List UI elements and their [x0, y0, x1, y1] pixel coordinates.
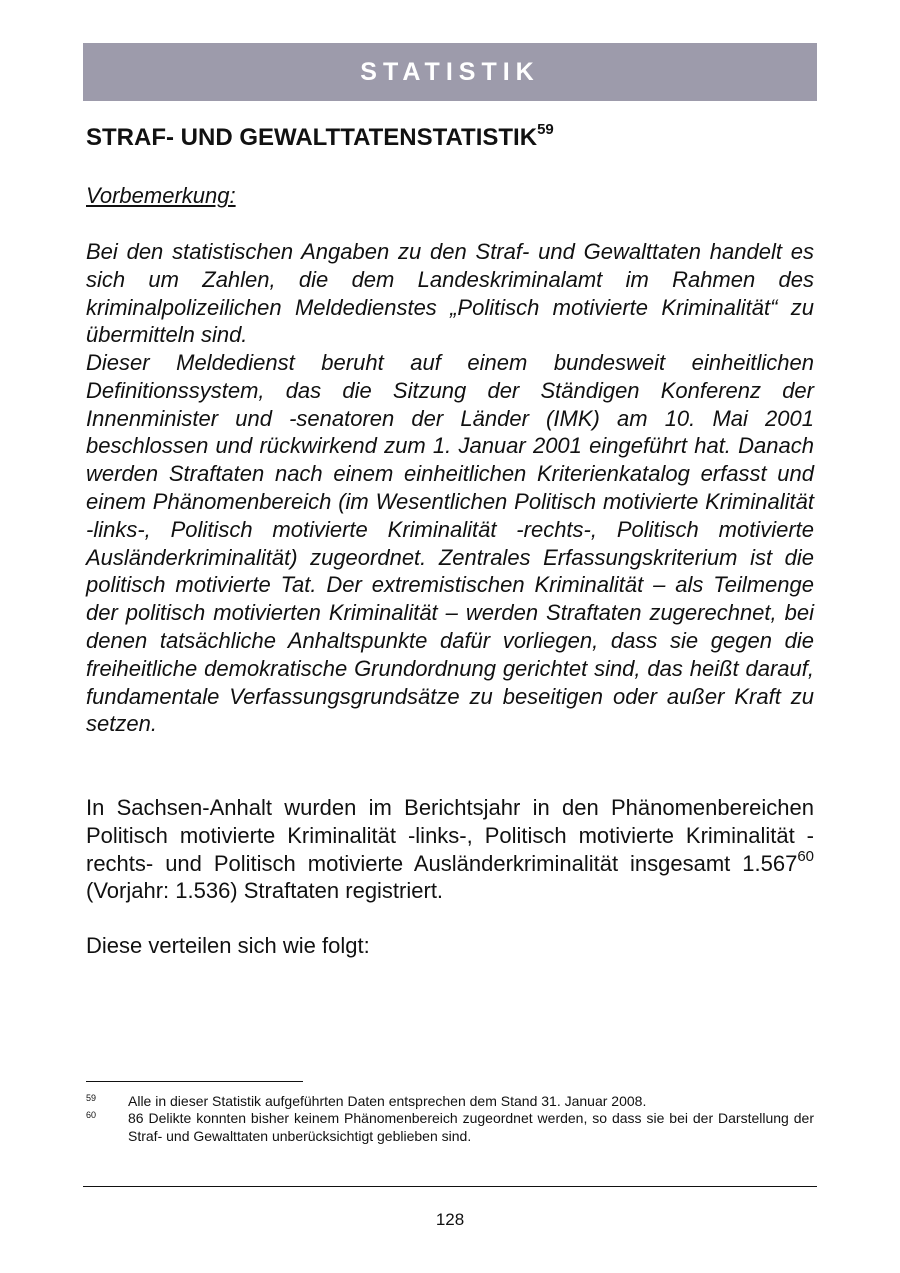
preliminary-remark-heading: Vorbemerkung:	[86, 183, 236, 208]
footer-divider	[83, 1186, 817, 1187]
footnote-59	[86, 1092, 814, 1110]
page-title	[86, 116, 816, 160]
section-banner: STATISTIK	[83, 43, 817, 101]
footnote-divider	[86, 1081, 303, 1082]
summary-paragraph	[86, 794, 814, 905]
footnote-60	[86, 1109, 814, 1145]
page-number: 128	[435, 1210, 465, 1229]
intro-paragraph: Bei den statistischen Angaben zu den Straf- und Gewalttaten handelt es sich um Zahlen, die dem Landeskriminalamt im Rahmen des kriminalpolizeilichen Meldedienstes „Politisch motivierte Kriminalität“ zu übermitteln sind.	[86, 239, 814, 348]
footnote-text: 86 Delikte konnten bisher keinem Phänomenbereich zugeordnet werden, so dass sie bei der Darstellung der Straf- und Gewalttaten unberücksichtigt geblieben sind.	[128, 1110, 814, 1144]
definition-paragraph: Dieser Meldedienst beruht auf einem bundesweit einheitlichen Definitionssystem, das die Sitzung der Ständigen Konferenz der Innenminister und -senatoren der Länder (IMK) am 10. Mai 2001 beschlossen und rückwirkend zum 1. Januar 2001 eingeführt hat. Danach werden Straftaten nach einem einheitlichen Kriterienkatalog erfasst und einem Phänomenbereich (im Wesentlichen Politisch motivierte Kriminalität -links-, Politisch motivierte Kriminalität -rechts-, Politisch motivierte Ausländerkriminalität) zugeordnet. Zentrales Erfassungskriterium ist die politisch motivierte Tat. Der extremistischen Kriminalität – als Teilmenge der politisch motivierten Kriminalität – werden Straftaten zugerechnet, bei denen tatsächliche Anhaltspunkte dafür vorliegen, dass sie gegen die freiheitliche demokratische Grundordnung gerichtet sind, das heißt darauf, fundamentale Verfassungsgrundsätze zu beseitigen oder außer Kraft zu setzen.	[86, 350, 814, 737]
distribution-intro: Diese verteilen sich wie folgt:	[86, 933, 370, 958]
footnote-number: 59	[86, 1093, 97, 1103]
summary-text-before: In Sachsen-Anhalt wurden im Berichtsjahr in den Phänomenbereichen Politisch motivierte Kriminalität -links-, Politisch motivierte Kriminalität -rechts- und Politisch motivierte Ausländerkriminalität insgesamt 1.567	[86, 795, 814, 876]
summary-footnote-ref[interactable]: 60	[797, 847, 814, 865]
title-footnote-ref[interactable]: 59	[537, 121, 554, 138]
page-title-text: STRAF- UND GEWALTTATENSTATISTIK	[86, 124, 538, 151]
footnote-text: Alle in dieser Statistik aufgeführten Daten entsprechen dem Stand 31. Januar 2008.	[128, 1093, 647, 1109]
footnote-number: 60	[86, 1110, 97, 1120]
summary-text-after: (Vorjahr: 1.536) Straftaten registriert.	[86, 878, 444, 904]
